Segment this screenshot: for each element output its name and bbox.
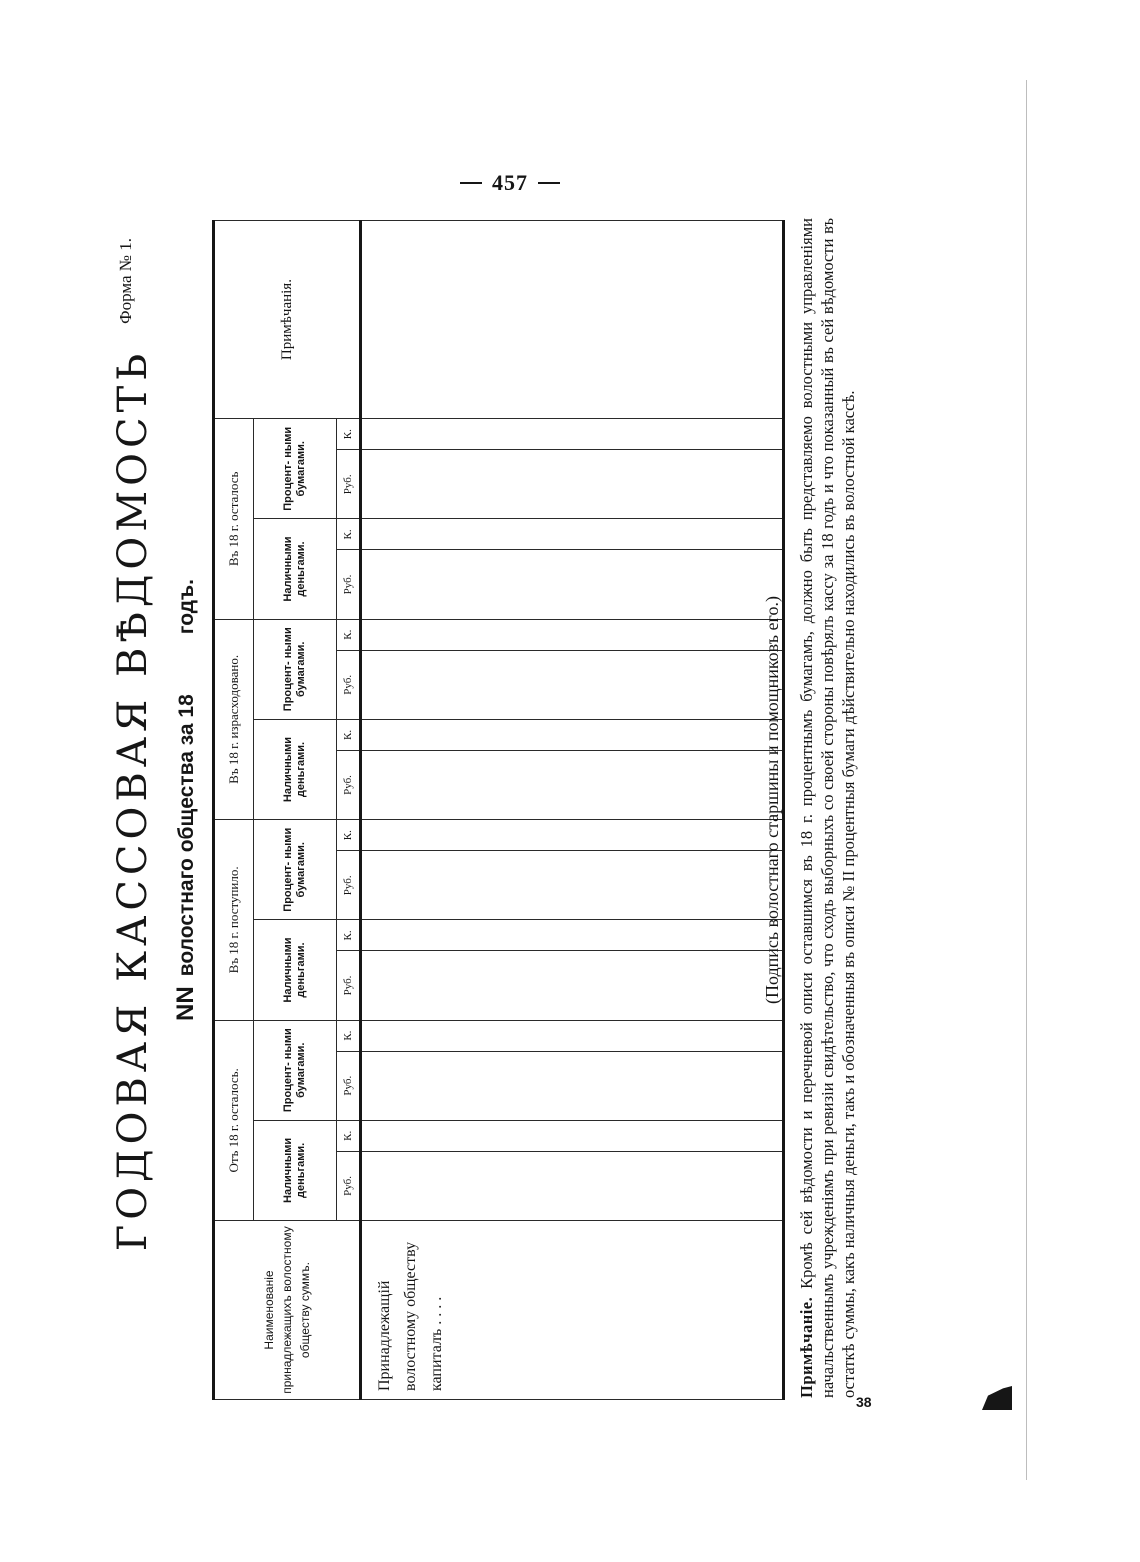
subheader-cash: Наличными деньгами. — [254, 719, 337, 819]
subtitle-prefix: NN — [172, 986, 199, 1021]
cell-empty — [361, 951, 784, 1020]
header-group-spent: Въ 18 г. израсходовано. — [214, 619, 254, 820]
unit-kop: К. — [337, 1120, 361, 1151]
unit-kop: К. — [337, 1020, 361, 1051]
unit-kop: К. — [337, 519, 361, 550]
subtitle-text: волостнаго общества за 18 — [175, 694, 198, 977]
ink-smudge — [982, 1386, 1012, 1410]
cell-empty — [361, 619, 784, 650]
unit-rub: Руб. — [337, 450, 361, 519]
form-number: Форма № 1. — [116, 238, 135, 324]
table-row — [361, 221, 784, 1400]
subheader-cash: Наличными деньгами. — [254, 519, 337, 619]
footnote — [796, 218, 859, 1398]
unit-kop: К. — [337, 419, 361, 450]
unit-rub: Руб. — [337, 1051, 361, 1120]
cell-empty — [361, 851, 784, 920]
cell-empty — [361, 1051, 784, 1120]
page-number: 457 — [0, 168, 1020, 196]
header-group-closing: Въ 18 г. осталось — [214, 419, 254, 619]
subtitle-suffix: годъ. — [175, 579, 198, 635]
cell-empty — [361, 1151, 784, 1220]
footnote-text: Кромѣ сей вѣдомости и перечневой описи оставшимся въ 18 г. процентнымъ бумагамъ, должно быть представляемо волостными управленіями начальственнымъ учрежденіямъ при ревизіи свидѣтельство, что сходъ выборныхъ со своей стороны повѣрялъ кассу за 18 годъ и что показанный въ сей вѣдомости въ остаткѣ суммы, какъ наличныя деньги, такъ и обозначенныя въ описи № II процентныя бумаги дѣйствительно находились въ волостной кассѣ. — [797, 218, 858, 1398]
document-subtitle — [172, 180, 200, 1420]
cell-empty — [361, 820, 784, 851]
subheader-securities: Процент- ными бумагами. — [254, 619, 337, 719]
signature-line: (Подпись волостнаго старшины и помощниковъ его.) — [762, 596, 782, 1004]
unit-rub: Руб. — [337, 851, 361, 920]
header-remarks: Примѣчанія. — [214, 221, 361, 419]
unit-rub: Руб. — [337, 951, 361, 1020]
unit-kop: К. — [337, 820, 361, 851]
header-group-opening: Отъ 18 г. осталось. — [214, 1020, 254, 1220]
cell-empty — [361, 750, 784, 819]
subheader-cash: Наличными деньгами. — [254, 920, 337, 1020]
cell-empty — [361, 650, 784, 719]
unit-kop: К. — [337, 719, 361, 750]
ledger-table — [212, 220, 785, 1400]
row-capital-name: Принадлежащій волостному обществу капиталъ . . . . — [361, 1221, 784, 1400]
cell-empty — [361, 920, 784, 951]
unit-rub: Руб. — [337, 1151, 361, 1220]
rotated-form-sheet — [110, 180, 930, 1420]
cell-empty — [361, 719, 784, 750]
page-edge-line — [1026, 80, 1027, 1480]
cell-empty — [361, 1120, 784, 1151]
unit-rub: Руб. — [337, 650, 361, 719]
cell-empty — [361, 419, 784, 450]
cell-empty — [361, 550, 784, 619]
subheader-securities: Процент- ными бумагами. — [254, 1020, 337, 1120]
cell-empty — [361, 450, 784, 519]
document-title: ГОДОВАЯ КАССОВАЯ ВѢДОМОСТЬ — [110, 348, 156, 1252]
subheader-securities: Процент- ными бумагами. — [254, 820, 337, 920]
footnote-label: Примѣчаніе. — [797, 1296, 816, 1398]
subheader-cash: Наличными деньгами. — [254, 1120, 337, 1220]
unit-kop: К. — [337, 619, 361, 650]
subheader-securities: Процент- ными бумагами. — [254, 419, 337, 519]
unit-rub: Руб. — [337, 550, 361, 619]
header-group-received: Въ 18 г. поступило. — [214, 820, 254, 1021]
cell-empty — [361, 1020, 784, 1051]
header-sum-name: Наименованіе принадлежащихъ волостному обществу суммъ. — [214, 1221, 361, 1400]
unit-rub: Руб. — [337, 750, 361, 819]
cell-remarks-empty — [361, 221, 784, 419]
unit-kop: К. — [337, 920, 361, 951]
cell-empty — [361, 519, 784, 550]
signature-mark: 38 — [856, 1394, 872, 1410]
